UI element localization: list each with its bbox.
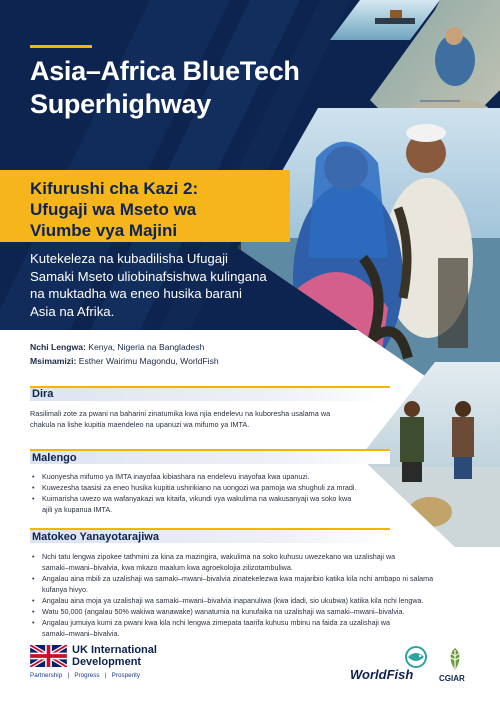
list-item-continuation (30, 505, 390, 515)
photo-seaweed-farmers (238, 108, 500, 378)
malengo-heading-bar (30, 449, 390, 464)
dira-heading-bar (30, 386, 390, 401)
list-item: • Kuimarisha uwezo wa wafanyakazi wa kitaifa, vikundi vya wakulima na wakusanyaji wa soko kwa (30, 494, 390, 504)
matokeo-list (30, 552, 470, 640)
feature-intro (30, 250, 292, 320)
feature-title-line: Viumbe vya Majini (30, 221, 178, 240)
cgiar-logo-text: CGIAR (439, 674, 465, 683)
uk-flag-icon (30, 645, 67, 667)
matokeo-heading: Matokeo Yanayotarajiwa (32, 531, 159, 543)
intro-line: Asia na Afrika. (30, 303, 115, 319)
list-item-text: kufanya hivyo. (42, 585, 88, 594)
list-item-continuation (30, 629, 470, 639)
feature-title-line: Ufugaji wa Mseto wa (30, 200, 197, 219)
uk-tagline: Partnership | Progress | Prosperity (30, 672, 141, 679)
list-item: • Kuwezesha taasisi za eneo husika kupitia ushirikiano na uongozi wa pamoja wa shughuli za mradi. (30, 483, 390, 493)
countries-label: Nchi Lengwa: (30, 342, 86, 352)
list-item-text: ajili ya kupanua IMTA. (42, 505, 113, 514)
cgiar-leaf-icon (442, 646, 468, 672)
feature-title-line: Kifurushi cha Kazi 2: (30, 179, 199, 198)
lead-row (30, 354, 219, 368)
list-item: • Watu 50,000 (angalau 50% wakiwa wanawake) wanatumia na kunufaika na uzalishaji wa samaki–mwani–bivalvia. (30, 607, 470, 617)
accent-line (30, 45, 92, 48)
dira-heading: Dira (32, 388, 54, 400)
list-item: • Kuonyesha mifumo ya IMTA inayofaa kibiashara na endelevu inayofaa kwa upanuzi. (30, 472, 390, 482)
uk-development-logo-text (72, 644, 157, 668)
lead-label: Msimamizi: (30, 356, 77, 366)
countries-value: Kenya, Nigeria na Bangladesh (88, 342, 205, 352)
list-item-text: samaki–mwani–bivalvia, kwa mkazo maalum kwa agroekolojia zilizotambuliwa. (42, 563, 293, 572)
list-item-continuation (30, 563, 470, 573)
worldfish-fish-icon (400, 645, 432, 669)
title-line: Asia–Africa BlueTech (30, 56, 300, 86)
list-item-continuation (30, 585, 470, 595)
intro-line: na muktadha wa eneo husika barani (30, 286, 242, 301)
feature-title (30, 178, 280, 241)
intro-line: Kutekeleza na kubadilisha Ufugaji (30, 251, 228, 266)
worldfish-logo-text: WorldFish (350, 667, 414, 682)
malengo-heading: Malengo (32, 452, 77, 464)
uk-line: Development (72, 656, 142, 668)
uk-line: UK International (72, 644, 157, 656)
dira-text (30, 408, 390, 430)
project-meta (30, 340, 219, 368)
title-line: Superhighway (30, 89, 211, 119)
list-item: • Angalau jumuiya kumi za pwani kwa kila nchi lengwa zimepata taarifa kuhusu mbinu na faida za uzalishaji wa (30, 618, 470, 628)
malengo-list (30, 472, 390, 516)
countries-row (30, 340, 219, 354)
list-item-text: samaki–mwani–bivalvia. (42, 629, 120, 638)
list-item: • Angalau aina moja ya uzalishaji wa samaki–mwani–bivalvia inapanuliwa (kwa idadi, sio ukubwa) katika kila nchi lengwa. (30, 596, 470, 606)
list-item: • Nchi tatu lengwa zipokee tathmini za kina za mazingira, wakulima na soko kuhusu uwezekano wa uzalishaji wa (30, 552, 470, 562)
lead-value: Esther Wairimu Magondu, WorldFish (78, 356, 219, 366)
intro-line: Samaki Mseto uliobinafsishwa kulingana (30, 268, 267, 284)
dira-line: Rasilimali zote za pwani na baharini zinatumika kwa njia endelevu na kuboresha usalama wa (30, 409, 331, 418)
dira-line: chakula na lishe kupitia maendeleo na upanuzi wa mifumo ya IMTA. (30, 420, 250, 429)
list-item: • Angalau aina mbili za uzalishaji wa samaki–mwani–bivalvia zinatekelezwa kwa majaribio katika kila nchi ambapo ni salama (30, 574, 470, 584)
